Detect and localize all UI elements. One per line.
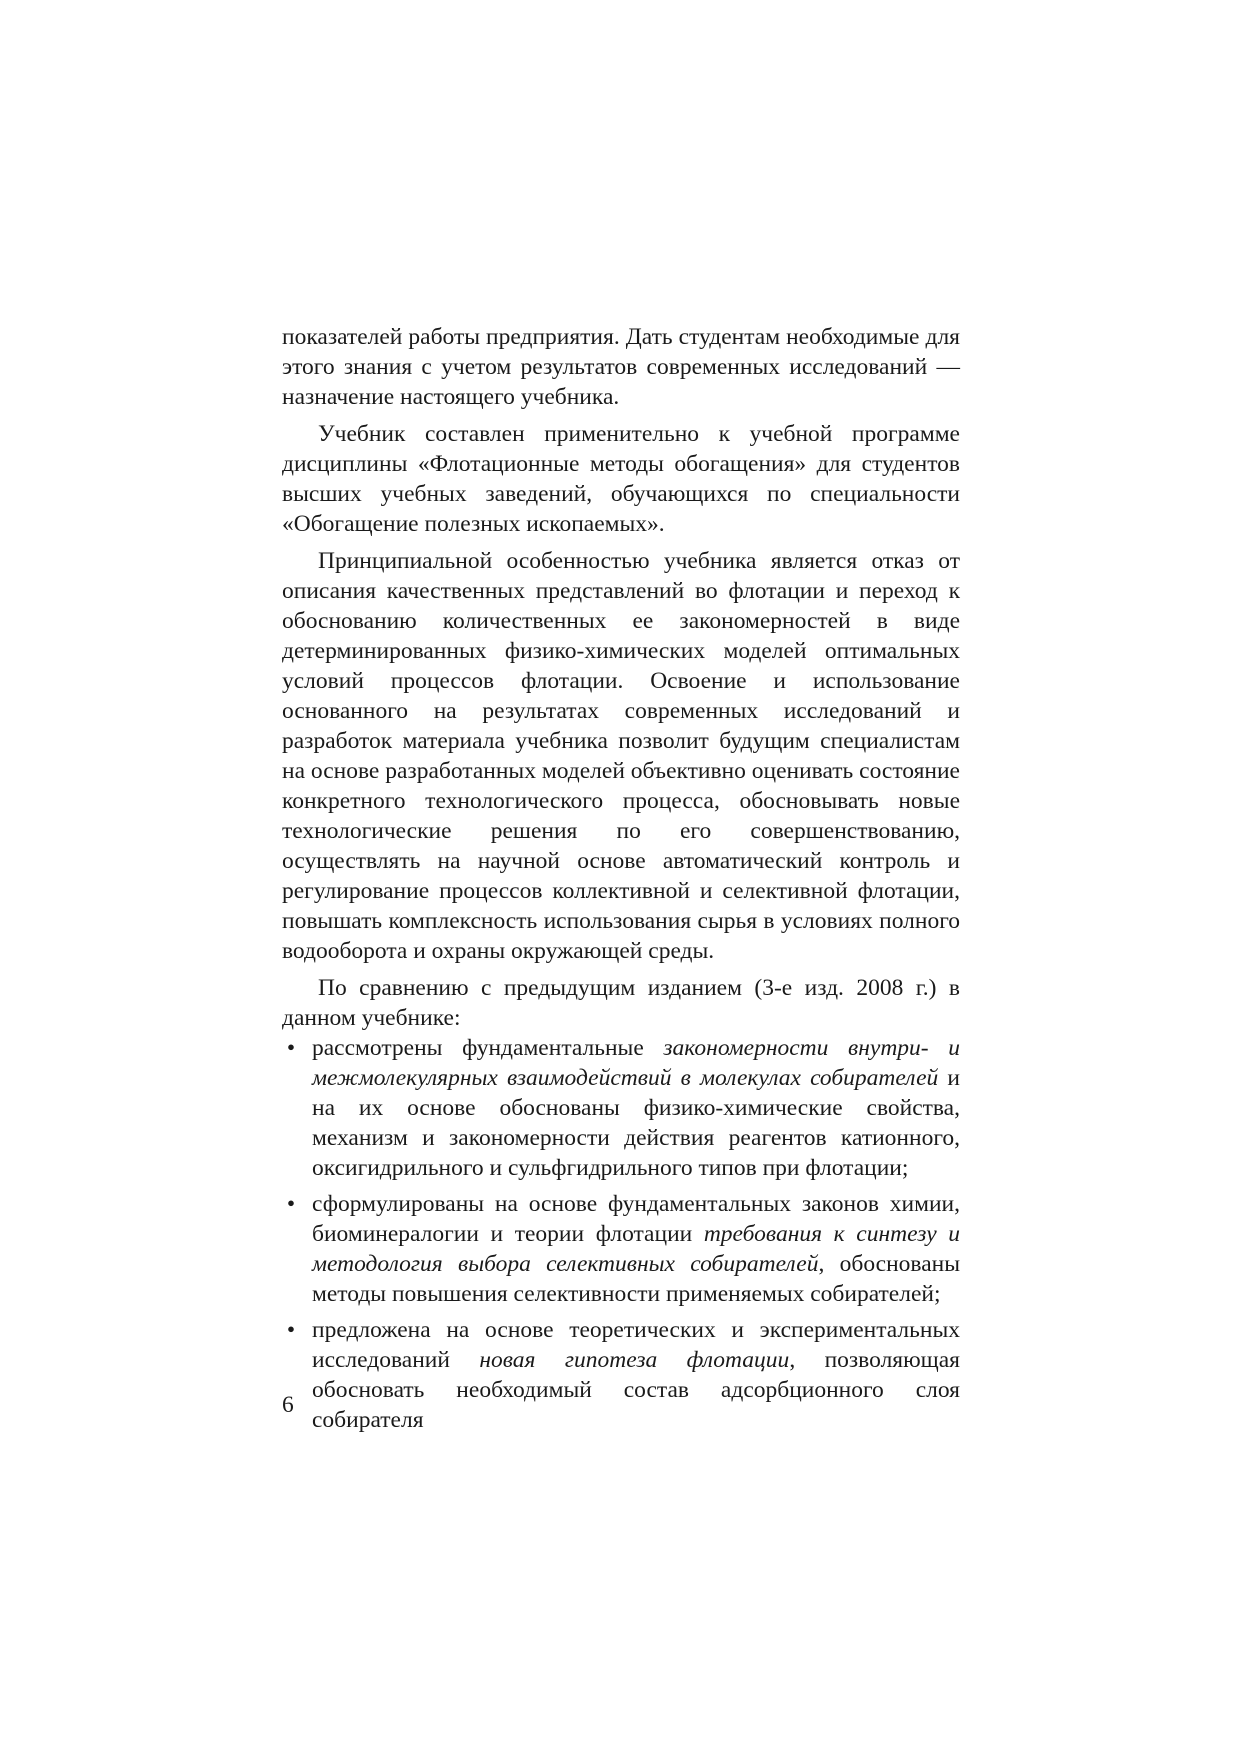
list-item-emphasis: новая гипотеза флотации (479, 1347, 790, 1373)
list-item-emphasis: требования к синтезу и методология выбора селективных собирателей (312, 1221, 960, 1277)
list-item-text-lead: предложена на основе теоретических и экспериментальных исследований (312, 1317, 960, 1373)
list-item (282, 1033, 960, 1183)
bullet-icon: • (286, 1035, 296, 1061)
list-item-text-lead: сформулированы на основе фундаментальных законов химии, биоминералогии и теории флотации (312, 1191, 960, 1247)
changes-list (282, 1033, 960, 1435)
paragraph-principal-feature: Принципиальной особенностью учебника является отказ от описания качественных представлений во флотации и переход к обоснованию количественных ее закономерностей в виде детерминированных физико-химических моделей оптимальных условий процессов флотации. Освоение и использование основанного на результатах современных исследований и разработок материала учебника позволит будущим специалистам на основе разработанных моделей объективно оценивать состояние конкретного технологического процесса, обосновывать новые технологические решения по его совершенствованию, осуществлять на научной основе автоматический контроль и регулирование процессов коллективной и селективной флотации, повышать комплексность использования сырья в условиях полного водооборота и охраны окружающей среды. (282, 548, 960, 964)
body-text (282, 322, 960, 1441)
bullet-icon: • (286, 1191, 296, 1217)
paragraph-comparison-intro: По сравнению с предыдущим изданием (3-е изд. 2008 г.) в данном учебнике: (282, 975, 960, 1031)
page-number: 6 (282, 1392, 294, 1418)
list-item-text-tail: , обоснованы методы повышения селективности применяемых собирателей; (312, 1251, 960, 1307)
list-item (282, 1315, 960, 1435)
paragraph-continuation: показателей работы предприятия. Дать студентам необходимые для этого знания с учетом результатов современных исследований — назначение настоящего учебника. (282, 324, 960, 410)
bullet-icon: • (286, 1317, 296, 1343)
list-item-text-lead: рассмотрены фундаментальные (312, 1035, 664, 1061)
list-item-text-tail: и на их основе обоснованы физико-химические свойства, механизм и закономерности действия реагентов катионного, оксигидрильного и сульфгидрильного типов при флотации; (312, 1065, 960, 1181)
list-item (282, 1189, 960, 1309)
paragraph-curriculum: Учебник составлен применительно к учебной программе дисциплины «Флотационные методы обогащения» для студентов высших учебных заведений, обучающихся по специальности «Обогащение полезных ископаемых». (282, 421, 960, 537)
list-item-emphasis: закономерности внутри- и межмолекулярных взаимодействий в молекулах собирателей (312, 1035, 961, 1091)
list-item-text-tail: , позволяющая обосновать необходимый состав адсорбционного слоя собирателя (312, 1347, 960, 1433)
